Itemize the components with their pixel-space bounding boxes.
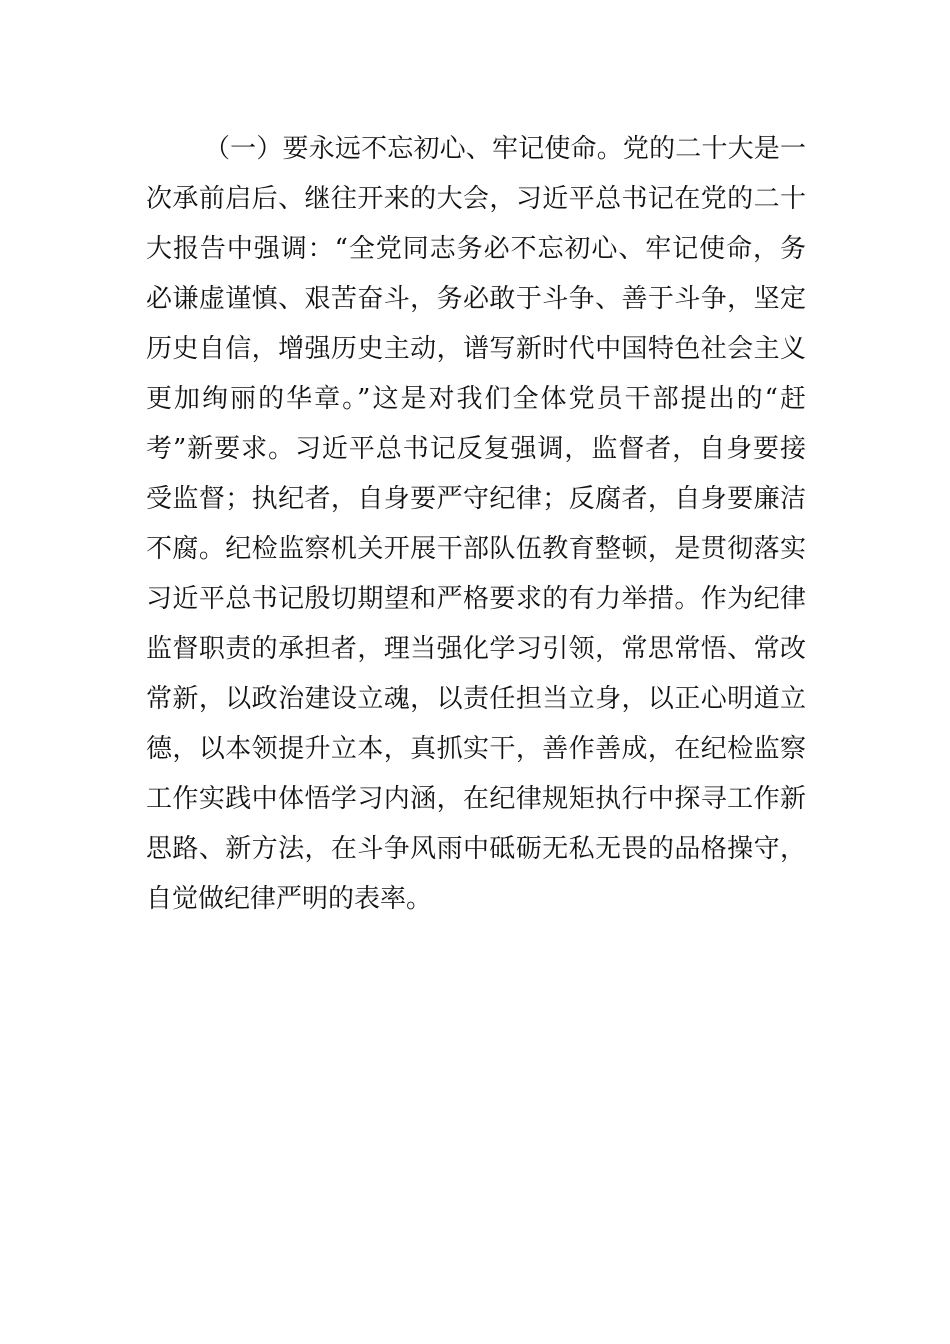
- paragraph-line: 大报告中强调：“全党同志务必不忘初心、牢记使命，务: [146, 234, 806, 264]
- paragraph-line: 必谦虚谨慎、艰苦奋斗，务必敢于斗争、善于斗争，坚定: [146, 284, 806, 314]
- paragraph-line: 不腐。纪检监察机关开展干部队伍教育整顿，是贯彻落实: [146, 534, 806, 564]
- paragraph-line: （一）要永远不忘初心、牢记使命。党的二十大是一: [204, 134, 806, 164]
- paragraph-line: 自觉做纪律严明的表率。: [146, 884, 433, 914]
- paragraph-line: 考”新要求。习近平总书记反复强调，监督者，自身要接: [146, 434, 806, 464]
- paragraph-line: 更加绚丽的华章。”这是对我们全体党员干部提出的“赶: [146, 384, 806, 414]
- paragraph-line: 工作实践中体悟学习内涵，在纪律规矩执行中探寻工作新: [146, 784, 806, 814]
- paragraph-line: 监督职责的承担者，理当强化学习引领，常思常悟、常改: [146, 634, 806, 664]
- paragraph-line: 思路、新方法，在斗争风雨中砥砺无私无畏的品格操守，: [146, 834, 806, 864]
- paragraph-line: 常新，以政治建设立魂，以责任担当立身，以正心明道立: [146, 684, 806, 714]
- body-paragraph: [146, 124, 806, 924]
- paragraph-line: 受监督；执纪者，自身要严守纪律；反腐者，自身要廉洁: [146, 484, 806, 514]
- paragraph-line: 德，以本领提升立本，真抓实干，善作善成，在纪检监察: [146, 734, 806, 764]
- paragraph-line: 次承前启后、继往开来的大会，习近平总书记在党的二十: [146, 184, 806, 214]
- paragraph-line: 习近平总书记殷切期望和严格要求的有力举措。作为纪律: [146, 584, 806, 614]
- paragraph-line: 历史自信，增强历史主动，谱写新时代中国特色社会主义: [146, 334, 806, 364]
